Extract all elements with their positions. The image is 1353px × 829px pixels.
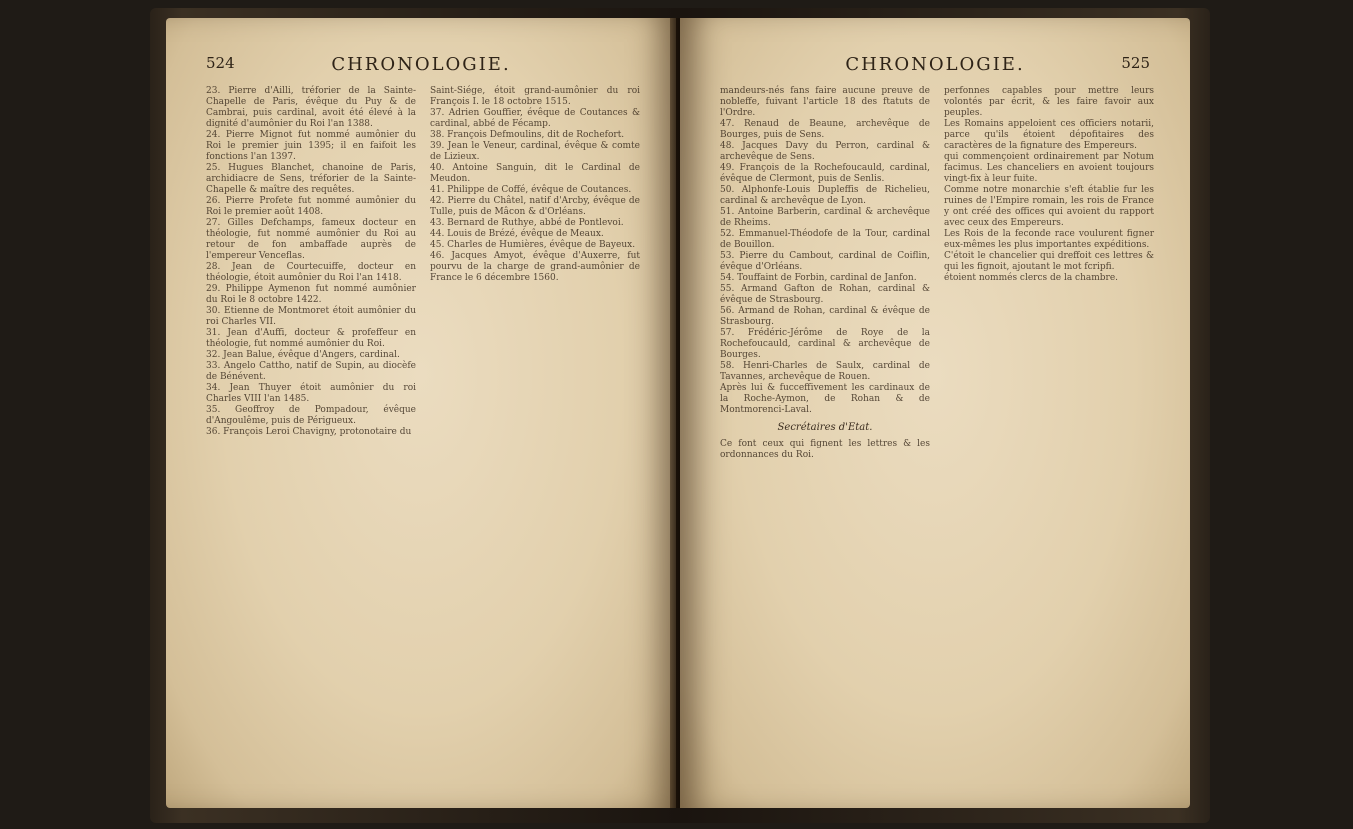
text-paragraph: Ce font ceux qui fignent les lettres & les ordonnances du Roi. xyxy=(720,439,930,460)
text-paragraph: 32. Jean Balue, évêque d'Angers, cardinal. xyxy=(206,350,400,360)
left-title: CHRONOLOGIE. xyxy=(331,54,511,75)
text-paragraph: 48. Jacques Davy du Perron, cardinal & archevêque de Sens. xyxy=(720,141,930,162)
text-paragraph: 52. Emmanuel-Théodofe de la Tour, cardinal de Bouillon. xyxy=(720,229,930,250)
text-paragraph: 23. Pierre d'Ailli, tréforier de la Sainte-Chapelle de Paris, évêque du Puy & de Cambrai, puis cardinal, avoit été élevé à la dignité d'aumônier du Roi l'an 1388. xyxy=(206,86,416,129)
text-paragraph: 34. Jean Thuyer étoit aumônier du roi Charles VIII l'an 1485. xyxy=(206,383,416,404)
right-page-number: 525 xyxy=(1121,54,1150,72)
right-column-1 xyxy=(720,86,930,784)
right-column-2 xyxy=(944,86,1154,784)
text-paragraph: 40. Antoine Sanguin, dit le Cardinal de Meudon. xyxy=(430,163,640,184)
text-paragraph: qui commençoient ordinairement par Notum facimus. Les chanceliers en avoient toujours vingt-fix à leur fuite. xyxy=(944,152,1154,184)
text-paragraph: 27. Gilles Defchamps, fameux docteur en théologie, fut nommé aumônier du Roi au retour de fon ambaffade auprès de l'empereur Venceflas. xyxy=(206,218,416,261)
text-paragraph: 36. François Leroi Chavigny, protonotaire du xyxy=(206,427,412,437)
text-paragraph: 39. Jean le Veneur, cardinal, évêque & comte de Lizieux. xyxy=(430,141,640,162)
text-paragraph: 33. Angelo Cattho, natif de Supin, au diocèfe de Bénévent. xyxy=(206,361,416,382)
left-column-1 xyxy=(206,86,416,784)
text-paragraph: 45. Charles de Humières, évêque de Bayeux. xyxy=(430,240,636,250)
text-paragraph: 54. Touffaint de Forbin, cardinal de Janfon. xyxy=(720,273,917,283)
text-paragraph: 44. Louis de Brézé, évêque de Meaux. xyxy=(430,229,604,239)
text-paragraph: 31. Jean d'Auffi, docteur & profeffeur en théologie, fut nommé aumônier du Roi. xyxy=(206,328,416,349)
text-paragraph: 57. Frédéric-Jérôme de Roye de la Rochefoucauld, cardinal & archevêque de Bourges. xyxy=(720,328,930,360)
text-paragraph: 55. Armand Gafton de Rohan, cardinal & évêque de Strasbourg. xyxy=(720,284,930,305)
text-paragraph: 37. Adrien Gouffier, évêque de Coutances & cardinal, abbé de Fécamp. xyxy=(430,108,640,129)
left-column-2 xyxy=(430,86,640,784)
text-paragraph: 56. Armand de Rohan, cardinal & évêque de Strasbourg. xyxy=(720,306,930,327)
text-paragraph: 35. Geoffroy de Pompadour, évêque d'Angoulême, puis de Périgueux. xyxy=(206,405,416,426)
text-paragraph: 25. Hugues Blanchet, chanoine de Paris, archidiacre de Sens, tréforier de la Sainte-Chapelle & maître des requêtes. xyxy=(206,163,416,195)
right-title: CHRONOLOGIE. xyxy=(845,54,1025,75)
text-paragraph: C'étoit le chancelier qui dreffoit ces lettres & qui les fignoit, ajoutant le mot fcripfi. xyxy=(944,251,1154,272)
left-page xyxy=(166,18,676,808)
text-paragraph: 49. François de la Rochefoucauld, cardinal, évêque de Clermont, puis de Senlis. xyxy=(720,163,930,184)
text-paragraph: Comme notre monarchie s'eft établie fur les ruines de l'Empire romain, les rois de France y ont créé des offices qui avoient du rapport avec ceux des Empereurs. xyxy=(944,185,1154,228)
text-paragraph: 58. Henri-Charles de Saulx, cardinal de Tavannes, archevêque de Rouen. xyxy=(720,361,930,382)
text-paragraph: Saint-Siége, étoit grand-aumônier du roi François I. le 18 octobre 1515. xyxy=(430,86,640,107)
text-paragraph: Les Romains appeloient ces officiers notarii, parce qu'ils étoient dépofitaires des caractères de la fignature des Empereurs. xyxy=(944,119,1154,151)
text-paragraph: 47. Renaud de Beaune, archevêque de Bourges, puis de Sens. xyxy=(720,119,930,140)
text-paragraph: perfonnes capables pour mettre leurs volontés par écrit, & les faire favoir aux peuples. xyxy=(944,86,1154,118)
text-paragraph: 41. Philippe de Coffé, évêque de Coutances. xyxy=(430,185,632,195)
left-running-head xyxy=(206,54,636,78)
text-paragraph: 29. Philippe Aymenon fut nommé aumônier du Roi le 8 octobre 1422. xyxy=(206,284,416,305)
text-paragraph: 50. Alphonfe-Louis Dupleffis de Richelieu, cardinal & archevêque de Lyon. xyxy=(720,185,930,206)
right-columns xyxy=(720,86,1154,784)
left-columns xyxy=(206,86,640,784)
text-paragraph: Les Rois de la feconde race voulurent figner eux-mêmes les plus importantes expéditions. xyxy=(944,229,1154,250)
text-paragraph: 30. Etienne de Montmoret étoit aumônier du roi Charles VII. xyxy=(206,306,416,327)
text-paragraph: Après lui & fucceffivement les cardinaux de la Roche-Aymon, de Rohan & de Montmorenci-Laval. xyxy=(720,383,930,415)
text-paragraph: mandeurs-nés fans faire aucune preuve de nobleffe, fuivant l'article 18 des ftatuts de l'Ordre. xyxy=(720,86,930,118)
text-paragraph: 53. Pierre du Cambout, cardinal de Coiflin, évêque d'Orléans. xyxy=(720,251,930,272)
section-title: Secrétaires d'Etat. xyxy=(777,422,873,433)
text-paragraph: 38. François Defmoulins, dit de Rochefort. xyxy=(430,130,625,140)
right-page xyxy=(680,18,1190,808)
left-page-number: 524 xyxy=(206,54,235,72)
text-paragraph: 51. Antoine Barberin, cardinal & archevêque de Rheims. xyxy=(720,207,930,228)
text-paragraph: 24. Pierre Mignot fut nommé aumônier du Roi le premier juin 1395; il en faifoit les fonctions l'an 1397. xyxy=(206,130,416,162)
text-paragraph: 46. Jacques Amyot, évêque d'Auxerre, fut pourvu de la charge de grand-aumônier de France le 6 décembre 1560. xyxy=(430,251,640,283)
text-paragraph: 26. Pierre Profete fut nommé aumônier du Roi le premier août 1408. xyxy=(206,196,416,217)
right-running-head xyxy=(720,54,1150,78)
text-paragraph: 28. Jean de Courtecuiffe, docteur en théologie, étoit aumônier du Roi l'an 1418. xyxy=(206,262,416,283)
text-paragraph: 43. Bernard de Ruthye, abbé de Pontlevoi. xyxy=(430,218,624,228)
text-paragraph: 42. Pierre du Châtel, natif d'Arcby, évêque de Tulle, puis de Mâcon & d'Orléans. xyxy=(430,196,640,217)
text-paragraph: étoient nommés clercs de la chambre. xyxy=(944,273,1119,283)
